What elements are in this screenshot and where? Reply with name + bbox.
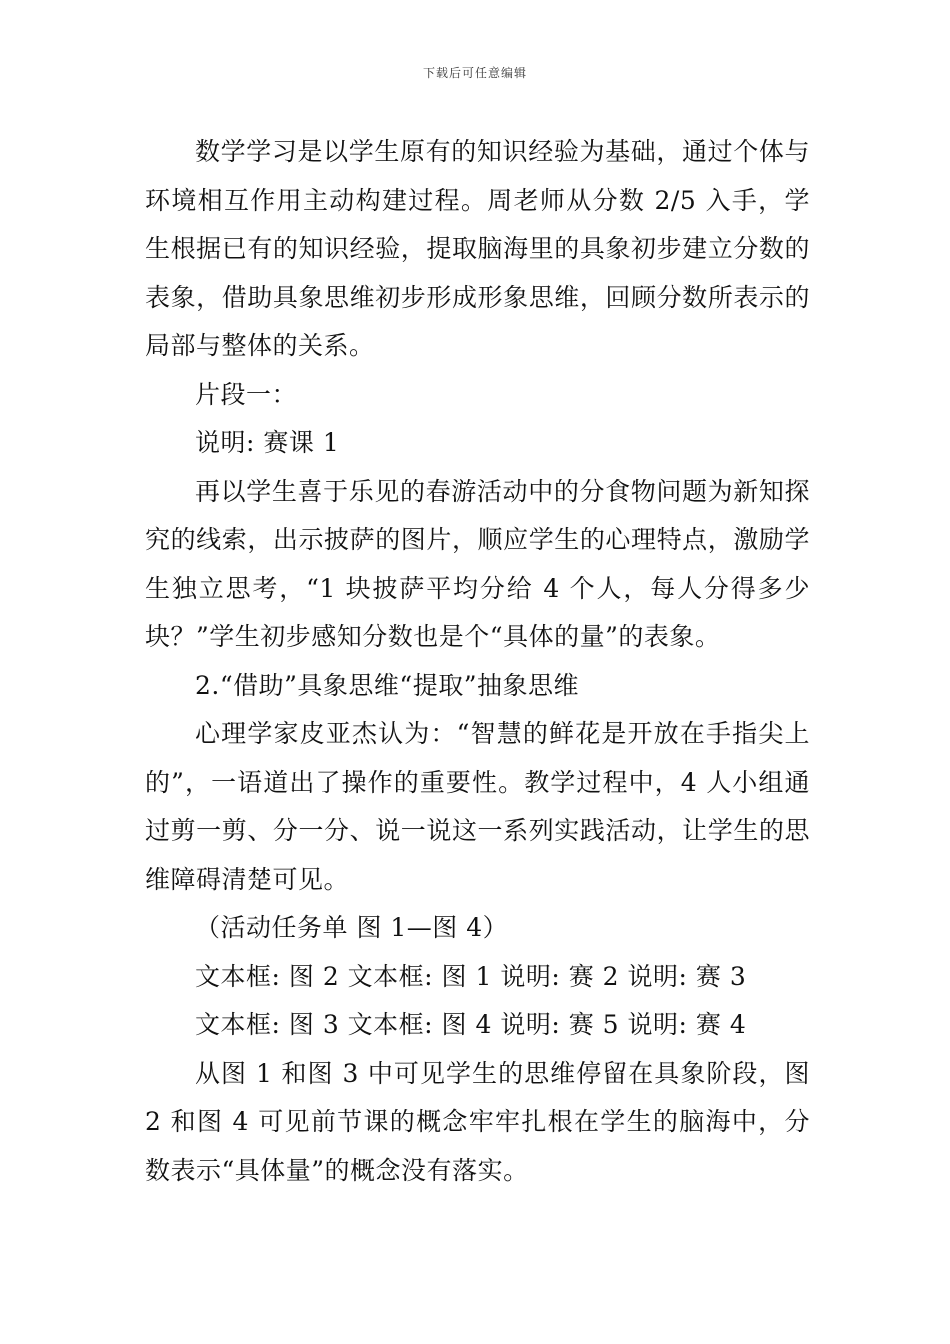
paragraph-pizza-task: 再以学生喜于乐见的春游活动中的分食物问题为新知探究的线索，出示披萨的图片，顺应学生的心理特点，激励学生独立思考，“1 块披萨平均分给 4 个人，每人分得多少块？”学生初步感知分数也是个“具体的量”的表象。 bbox=[145, 476, 810, 651]
paragraph-conclusion: 从图 1 和图 3 中可见学生的思维停留在具象阶段，图 2 和图 4 可见前节课的概念牢牢扎根在学生的脑海中，分数表示“具体量”的概念没有落实。 bbox=[145, 1058, 810, 1185]
paragraph-activity-sheet: （活动任务单 图 1—图 4） bbox=[195, 913, 509, 942]
paragraph-caption-lesson1: 说明: 赛课 1 bbox=[195, 428, 340, 457]
paragraph-piaget: 心理学家皮亚杰认为：“智慧的鲜花是开放在手指尖上的”，一语道出了操作的重要性。教学过程中，4 人小组通过剪一剪、分一分、说一说这一系列实践活动，让学生的思维障碍清楚可见。 bbox=[145, 719, 810, 894]
paragraph-section-heading: 2.“借助”具象思维“提取”抽象思维 bbox=[195, 670, 579, 700]
paragraph-intro: 数学学习是以学生原有的知识经验为基础，通过个体与环境相互作用主动构建过程。周老师从分数 2/5 入手，学生根据已有的知识经验，提取脑海里的具象初步建立分数的表象，借助具象思维初步形成形象思维，回顾分数所表示的局部与整体的关系。 bbox=[145, 137, 810, 360]
document-body bbox=[145, 128, 810, 1195]
paragraph-figure-labels-2: 文本框: 图 3 文本框: 图 4 说明: 赛 5 说明: 赛 4 bbox=[195, 1010, 747, 1039]
page-header: 下载后可任意编辑 bbox=[422, 66, 527, 80]
paragraph-segment-heading: 片段一： bbox=[195, 379, 298, 409]
paragraph-figure-labels-1: 文本框: 图 2 文本框: 图 1 说明: 赛 2 说明: 赛 3 bbox=[195, 961, 747, 991]
